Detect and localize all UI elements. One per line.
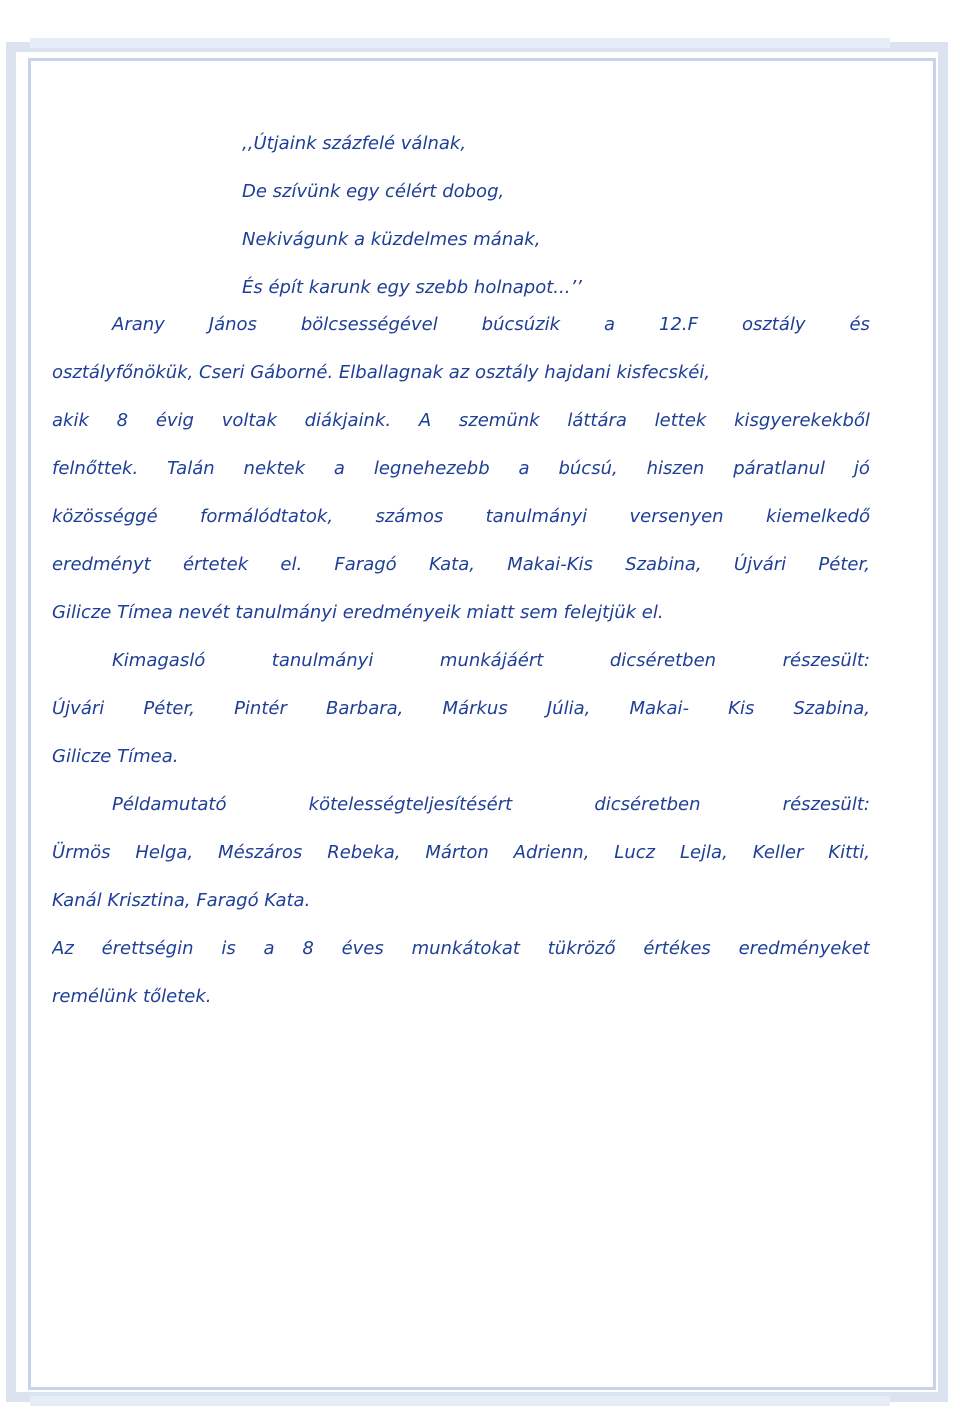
word: tükröző [547, 938, 616, 959]
word: munkátokat [411, 938, 520, 959]
paragraph-line [52, 781, 870, 829]
word: felnőttek. [52, 458, 139, 479]
paragraph-line [52, 445, 870, 493]
paragraph-line [52, 637, 870, 685]
paragraph-line [52, 685, 870, 733]
word: Példamutató [112, 794, 227, 815]
word: és [849, 314, 870, 335]
word: Újvári [733, 554, 787, 575]
word: a [518, 458, 530, 479]
word: kiemelkedő [765, 506, 870, 527]
word: dicséretben [609, 650, 717, 671]
paragraph-line [52, 829, 870, 877]
word: Makai- [629, 698, 689, 719]
word: eredményeket [738, 938, 870, 959]
word: Arany [112, 314, 165, 335]
word: eredményt [52, 554, 151, 575]
word: Kitti, [828, 842, 870, 863]
word: búcsúzik [481, 314, 561, 335]
poem-line: És épít karunk egy szebb holnapot...’’ [242, 277, 582, 298]
word: dicséretben [594, 794, 701, 815]
word: hiszen [646, 458, 705, 479]
word: formálódtatok, [200, 506, 334, 527]
paragraph-line: osztályfőnökük, Cseri Gáborné. Elballagnak az osztály hajdani kisfecskéi, [52, 362, 711, 383]
word: Kimagasló [112, 650, 206, 671]
word: Szabina, [625, 554, 702, 575]
paragraph-line: remélünk tőletek. [52, 986, 212, 1007]
word: Mészáros [218, 842, 303, 863]
word: érettségin [101, 938, 194, 959]
word: Ürmös [52, 842, 111, 863]
word: Adrienn, [513, 842, 590, 863]
paragraph-line: Gilicze Tímea nevét tanulmányi eredményeik miatt sem felejtjük el. [52, 602, 664, 623]
word: lettek [654, 410, 707, 431]
word: Lejla, [679, 842, 728, 863]
word: értetek [182, 554, 249, 575]
word: tanulmányi [485, 506, 588, 527]
word: részesült: [782, 794, 870, 815]
word: Barbara, [326, 698, 404, 719]
word: bölcsességével [300, 314, 438, 335]
word: Péter, [143, 698, 195, 719]
word: Talán [167, 458, 215, 479]
word: 12.F [659, 314, 698, 335]
paragraph-line [52, 397, 870, 445]
word: Péter, [818, 554, 870, 575]
word: 8 [302, 938, 314, 959]
paragraph-line [52, 541, 870, 589]
word: a [333, 458, 345, 479]
word: voltak [221, 410, 277, 431]
poem-line: ,,Útjaink százfelé válnak, [242, 133, 467, 154]
word: jó [853, 458, 870, 479]
word: A [418, 410, 432, 431]
word: évig [155, 410, 194, 431]
poem-quote [242, 120, 802, 312]
word: Faragó [334, 554, 397, 575]
paragraph-line [52, 925, 870, 973]
word: 8 [116, 410, 129, 431]
word: Kis [728, 698, 755, 719]
word: osztály [741, 314, 806, 335]
word: szemünk [458, 410, 540, 431]
word: legnehezebb [373, 458, 490, 479]
word: Újvári [52, 698, 105, 719]
farewell-text [52, 301, 870, 1021]
paragraph-line: Gilicze Tímea. [52, 746, 179, 767]
word: akik [52, 410, 89, 431]
word: páratlanul [733, 458, 826, 479]
word: Lucz [614, 842, 656, 863]
word: János [208, 314, 257, 335]
word: Keller [752, 842, 804, 863]
word: munkájáért [439, 650, 544, 671]
word: kisgyerekekből [734, 410, 870, 431]
word: Szabina, [793, 698, 870, 719]
paragraph-line [52, 301, 870, 349]
word: közösséggé [52, 506, 158, 527]
paragraph-line [52, 493, 870, 541]
word: részesült: [782, 650, 870, 671]
word: Makai-Kis [507, 554, 593, 575]
word: Kata, [428, 554, 475, 575]
word: a [263, 938, 275, 959]
paragraph-line: Kanál Krisztina, Faragó Kata. [52, 890, 311, 911]
word: nektek [243, 458, 305, 479]
word: értékes [643, 938, 711, 959]
poem-line: De szívünk egy célért dobog, [242, 181, 505, 202]
word: kötelességteljesítésért [308, 794, 513, 815]
word: Márton [425, 842, 489, 863]
word: Rebeka, [327, 842, 401, 863]
word: éves [341, 938, 384, 959]
word: Márkus [442, 698, 508, 719]
word: Júlia, [546, 698, 591, 719]
word: a [604, 314, 616, 335]
word: Helga, [135, 842, 194, 863]
word: is [221, 938, 236, 959]
word: számos [375, 506, 444, 527]
word: Az [52, 938, 74, 959]
word: diákjaink. [304, 410, 392, 431]
word: láttára [567, 410, 627, 431]
word: el. [280, 554, 303, 575]
word: Pintér [234, 698, 287, 719]
word: tanulmányi [271, 650, 374, 671]
poem-line: Nekivágunk a küzdelmes mának, [242, 229, 541, 250]
word: versenyen [629, 506, 724, 527]
word: búcsú, [558, 458, 618, 479]
